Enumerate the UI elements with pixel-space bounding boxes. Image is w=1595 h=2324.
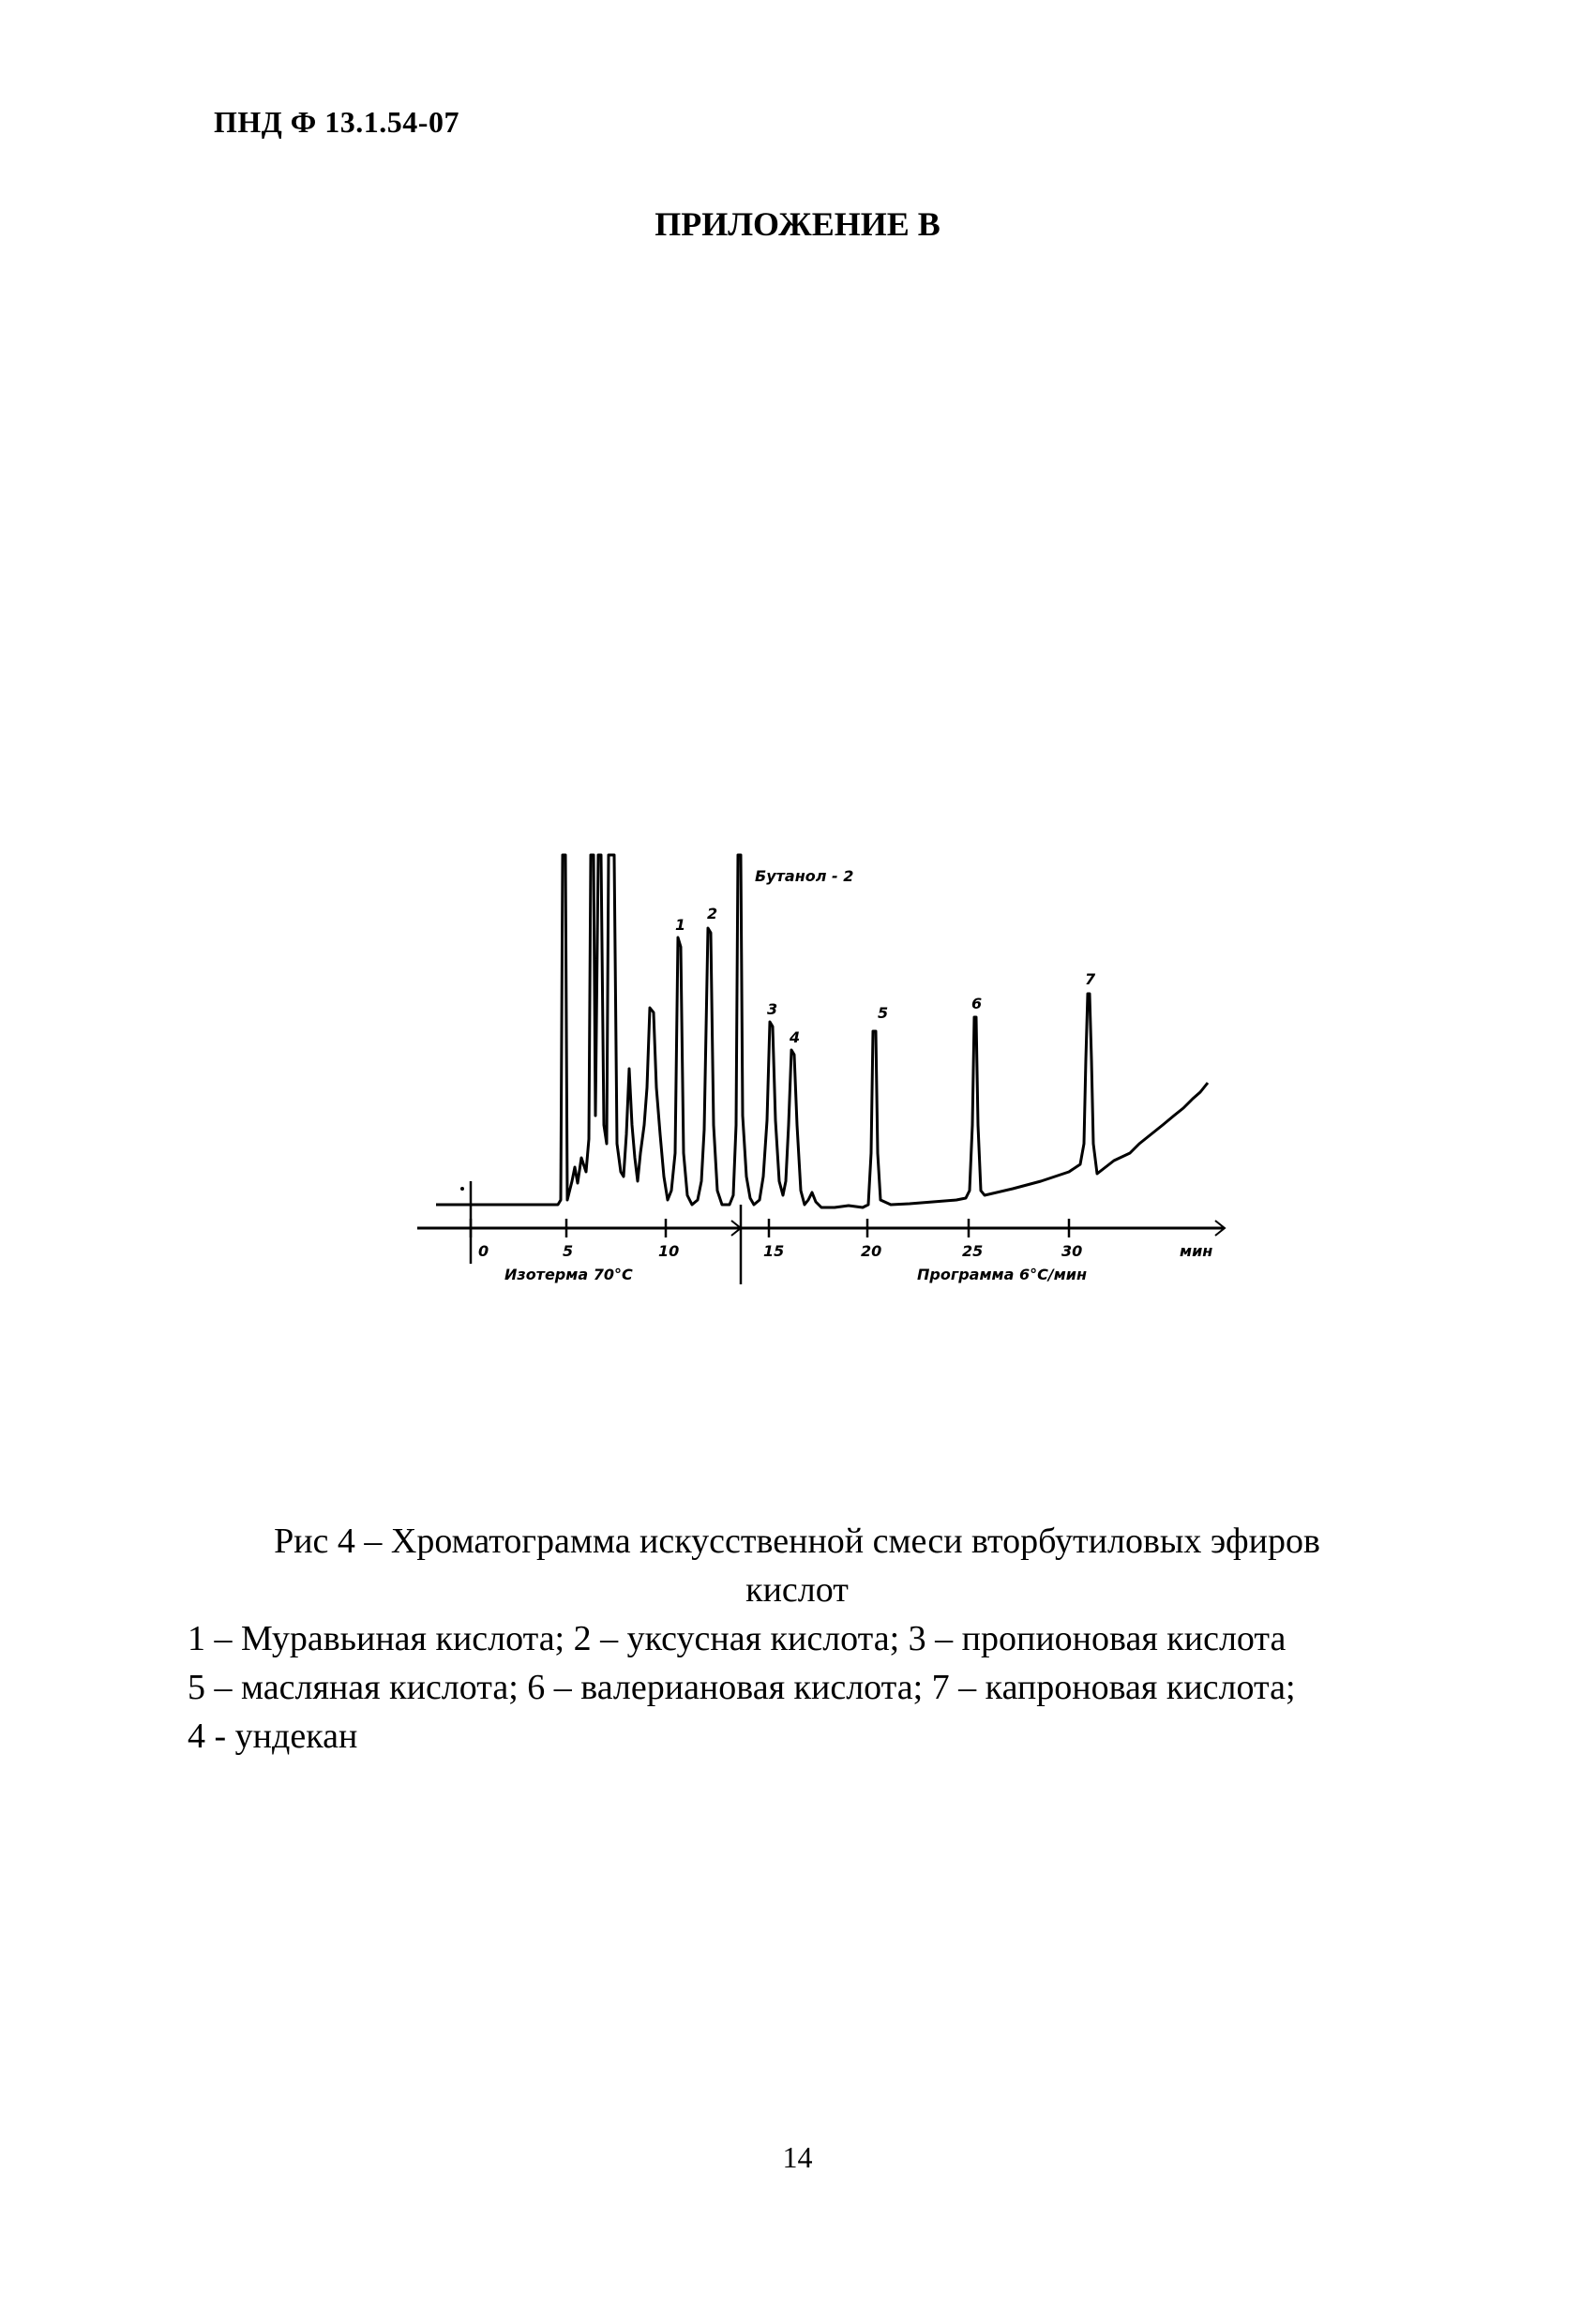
peak-label-6: 6 [971, 995, 983, 1012]
start-dot [460, 1187, 464, 1191]
axis-unit: мин [1180, 1242, 1213, 1260]
solvent-label: Бутанол - 2 [755, 867, 854, 885]
peak-label-3: 3 [767, 1000, 778, 1018]
peak-label-2: 2 [707, 905, 718, 922]
tick-label-5: 5 [563, 1242, 574, 1260]
peak-label-1: 1 [675, 916, 686, 934]
chromatogram-figure [413, 844, 1256, 1331]
chromatogram-trace [436, 855, 1208, 1207]
peak-label-7: 7 [1085, 970, 1096, 988]
caption-legend-line-2: 5 – масляная кислота; 6 – валериановая кислота; 7 – капроновая кислота; [188, 1668, 1296, 1707]
caption-legend-line-3: 4 - ундекан [188, 1717, 358, 1756]
tick-label-25: 25 [962, 1242, 984, 1260]
chromatogram-svg [413, 844, 1256, 1331]
tick-label-20: 20 [861, 1242, 882, 1260]
document-code: ПНД Ф 13.1.54-07 [214, 105, 459, 139]
caption-title-line-2: кислот [745, 1570, 849, 1610]
tick-label-0: 0 [478, 1242, 489, 1260]
caption-title-line-1: Рис 4 – Хроматограмма искусственной смеси вторбутиловых эфиров [274, 1522, 1320, 1561]
tick-label-10: 10 [658, 1242, 680, 1260]
page-number: 14 [782, 2140, 813, 2174]
peak-label-5: 5 [878, 1004, 889, 1022]
caption-legend-line-1: 1 – Муравьиная кислота; 2 – уксусная кислота; 3 – пропионовая кислота [188, 1619, 1287, 1658]
isotherm-label: Изотерма 70°С [504, 1266, 633, 1283]
figure-caption [188, 1517, 1407, 1761]
tick-label-30: 30 [1061, 1242, 1083, 1260]
tick-label-15: 15 [763, 1242, 785, 1260]
peak-label-4: 4 [790, 1028, 801, 1046]
program-label: Программа 6°С/мин [917, 1266, 1088, 1283]
appendix-title: ПРИЛОЖЕНИЕ В [655, 205, 940, 243]
